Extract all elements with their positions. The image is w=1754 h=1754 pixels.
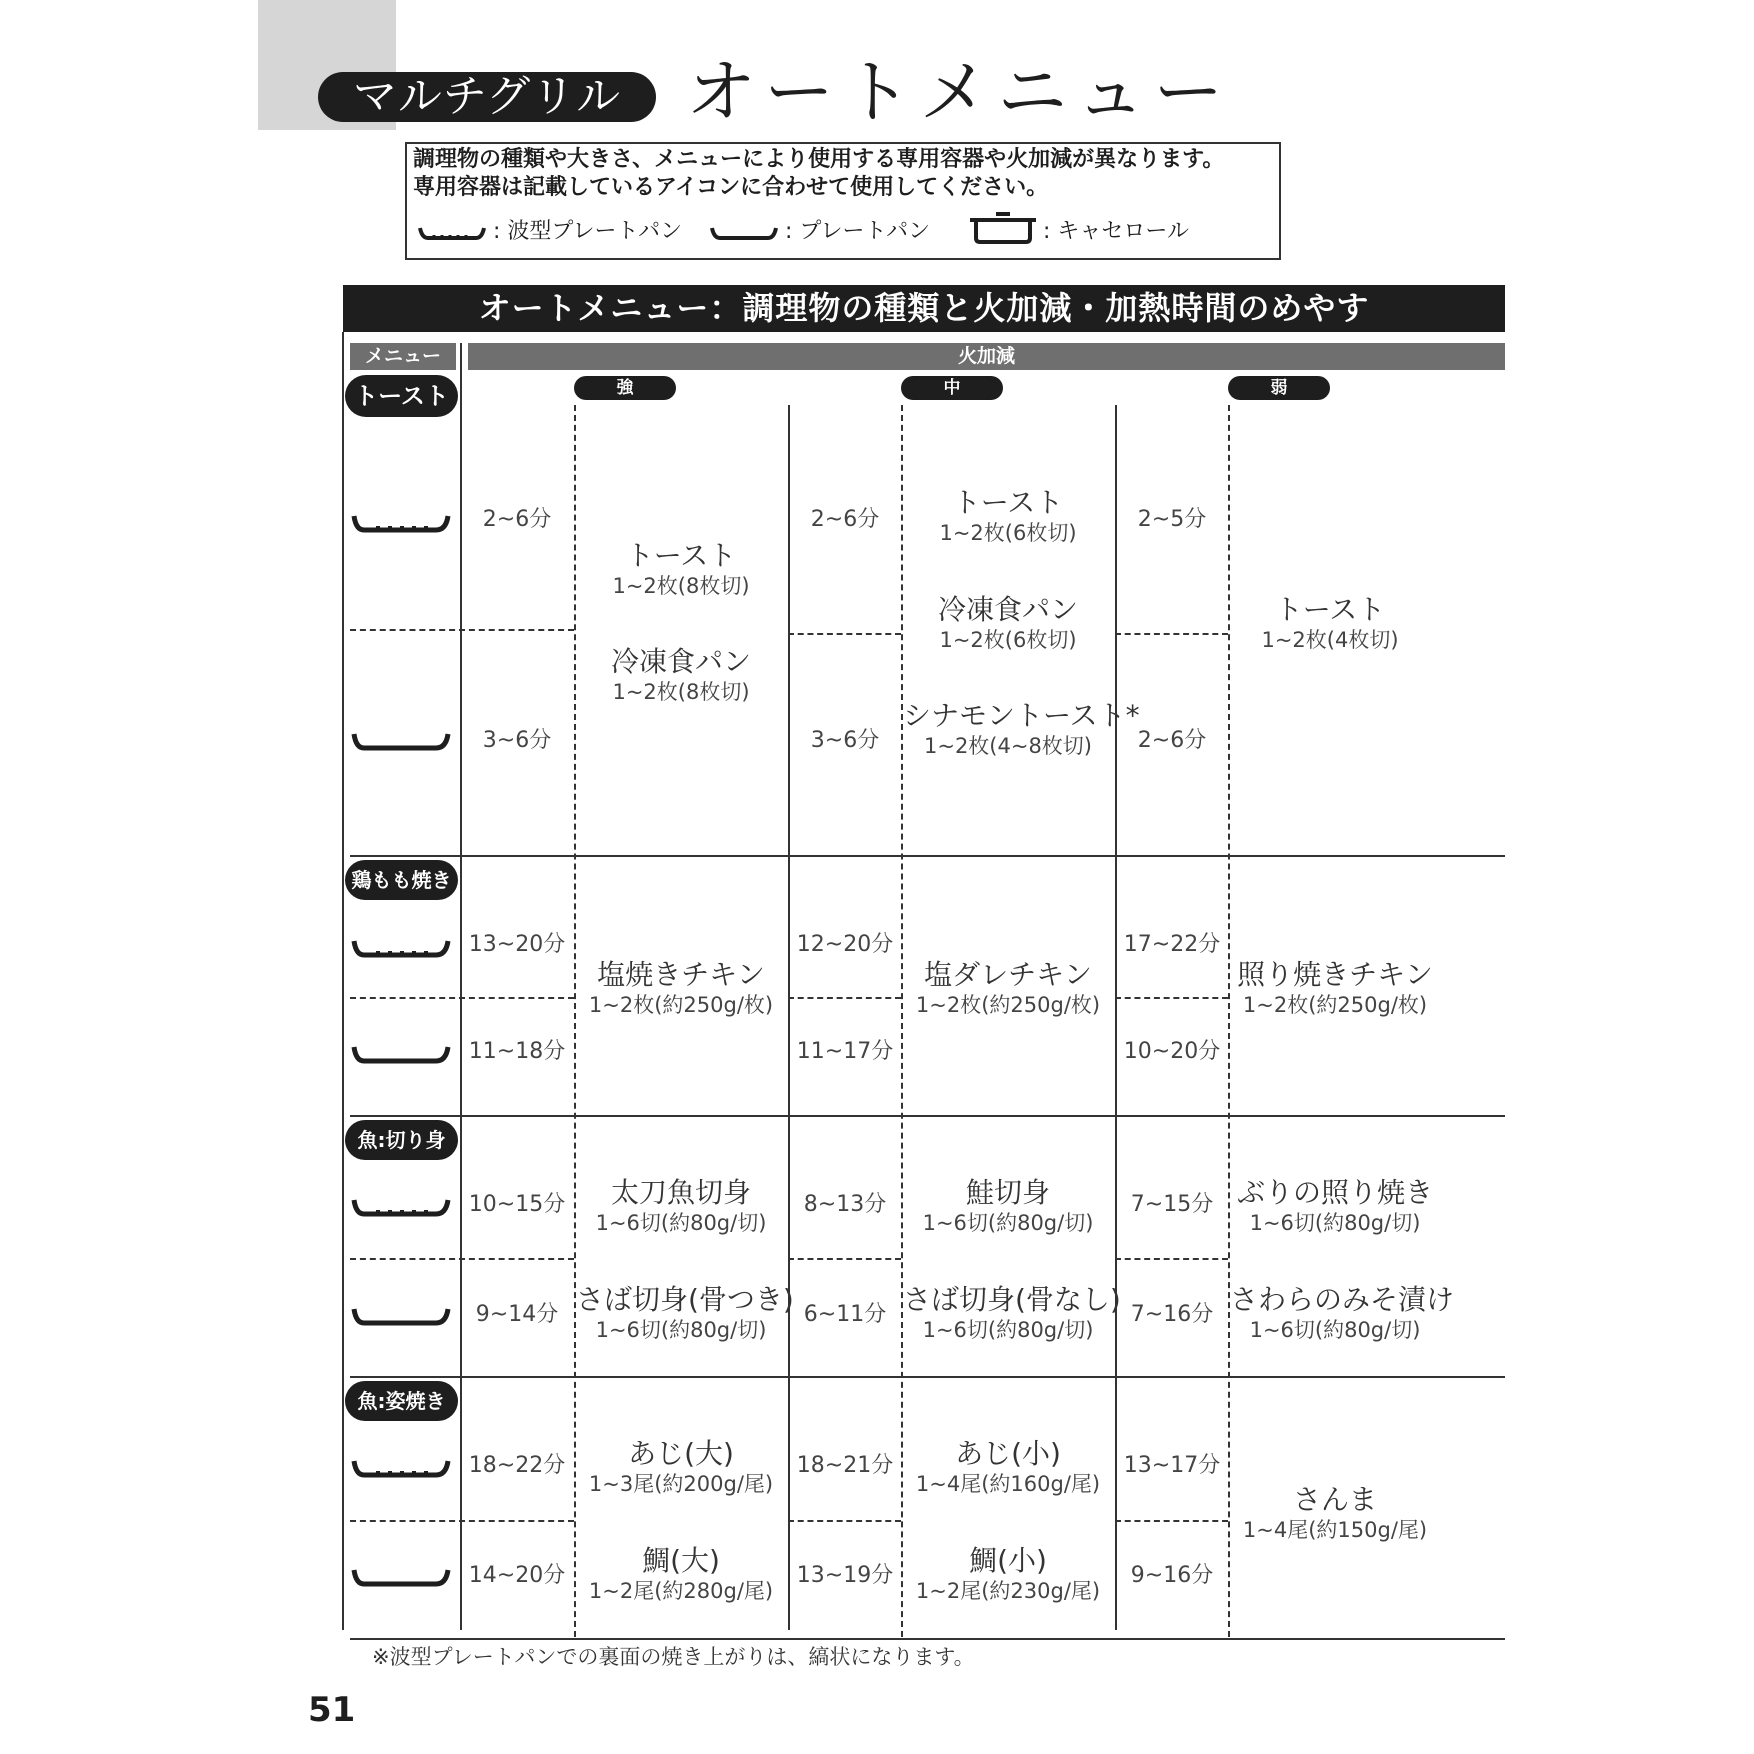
menu-header: メニュー: [350, 343, 456, 370]
time-toast-weak-wave: 2~5分: [1137, 507, 1207, 532]
row-divider-whole-medium: [788, 1520, 901, 1522]
wave-plate-pan-icon: [352, 1196, 452, 1222]
level-strong-pill: 強: [574, 376, 676, 400]
food-item: あじ(大) 1~3尾(約200g/尾): [588, 1437, 774, 1496]
notice-line-1: 調理物の種類や大きさ、メニューにより使用する専用容器や火加減が異なります。: [413, 147, 1225, 172]
page-number: 51: [308, 1690, 356, 1730]
food-item: トースト 1~2枚(6枚切): [939, 486, 1077, 545]
heat-header: 火加減: [468, 343, 1505, 370]
plate-pan-icon: [352, 1043, 452, 1069]
row-divider-fillet-weak: [1115, 1258, 1228, 1260]
time-toast-strong-plate: 3~6分: [482, 728, 552, 753]
menu-chicken-pill: 鶏もも焼き: [345, 860, 458, 900]
row-divider-fillet-medium: [788, 1258, 901, 1260]
time-chicken-strong-wave: 13~20分: [468, 932, 566, 957]
time-fillet-strong-plate: 9~14分: [475, 1302, 559, 1327]
medium-weak-divider: [1115, 405, 1117, 1630]
level-medium-pill: 中: [901, 376, 1003, 400]
section-divider-1: [350, 855, 1505, 857]
plate-pan-icon: [352, 1305, 452, 1331]
section-divider-2: [350, 1115, 1505, 1117]
time-chicken-medium-wave: 12~20分: [796, 932, 894, 957]
casserole-icon: [968, 208, 1038, 246]
weak-time-divider: [1228, 405, 1230, 1637]
food-item: さば切身(骨なし) 1~6切(約80g/切): [903, 1283, 1121, 1342]
plate-pan-icon: [710, 224, 780, 246]
row-divider-toast-medium: [788, 633, 901, 635]
menu-whole-fish-pill: 魚:姿焼き: [345, 1381, 458, 1421]
food-item: 太刀魚切身 1~6切(約80g/切): [595, 1176, 767, 1235]
food-item: 冷凍食パン 1~2枚(8枚切): [610, 645, 751, 704]
food-item: 鯛(大) 1~2尾(約280g/尾): [588, 1544, 774, 1603]
legend-plate-pan: : プレートパン: [785, 219, 931, 244]
level-weak-pill: 弱: [1228, 376, 1330, 400]
menu-column-divider: [460, 343, 462, 1630]
row-divider-whole-weak: [1115, 1520, 1228, 1522]
footnote: ※波型プレートパンでの裏面の焼き上がりは、縞状になります。: [372, 1645, 975, 1669]
legend-casserole: : キャセロール: [1043, 219, 1189, 244]
time-whole-weak-wave: 13~17分: [1123, 1453, 1221, 1478]
time-fillet-weak-wave: 7~15分: [1130, 1192, 1214, 1217]
time-chicken-weak-plate: 10~20分: [1123, 1039, 1221, 1064]
table-banner: オートメニュー：調理物の種類と火加減・加熱時間のめやす: [343, 285, 1505, 332]
time-fillet-medium-wave: 8~13分: [803, 1192, 887, 1217]
time-toast-weak-plate: 2~6分: [1137, 728, 1207, 753]
wave-plate-pan-icon: [352, 512, 452, 538]
time-toast-medium-plate: 3~6分: [810, 728, 880, 753]
plate-pan-icon: [352, 1566, 452, 1592]
page-title: オートメニュー: [686, 51, 1232, 133]
food-item: 鮭切身 1~6切(約80g/切): [922, 1176, 1094, 1235]
row-divider-toast-strong: [350, 629, 574, 631]
table-left-border: [342, 332, 344, 1630]
time-chicken-medium-plate: 11~17分: [796, 1039, 894, 1064]
time-toast-strong-wave: 2~6分: [482, 507, 552, 532]
food-item: さんま 1~4尾(約150g/尾): [1242, 1483, 1428, 1542]
food-item: トースト 1~2枚(8枚切): [612, 539, 750, 598]
strong-medium-divider: [788, 405, 790, 1630]
food-item: ぶりの照り焼き 1~6切(約80g/切): [1236, 1176, 1433, 1235]
food-item: さば切身(骨つき) 1~6切(約80g/切): [576, 1283, 794, 1342]
time-chicken-weak-wave: 17~22分: [1123, 932, 1221, 957]
menu-fish-fillet-pill: 魚:切り身: [345, 1120, 458, 1160]
section-divider-3: [350, 1376, 1505, 1378]
time-whole-strong-plate: 14~20分: [468, 1563, 566, 1588]
food-item: シナモントースト* 1~2枚(4~8枚切): [903, 699, 1140, 758]
wave-plate-pan-icon: [352, 1457, 452, 1483]
food-item: トースト 1~2枚(4枚切): [1261, 593, 1399, 652]
plate-pan-icon: [352, 730, 452, 756]
time-fillet-weak-plate: 7~16分: [1130, 1302, 1214, 1327]
category-pill: マルチグリル: [318, 72, 656, 122]
food-item: 塩焼きチキン 1~2枚(約250g/枚): [588, 958, 774, 1017]
row-divider-chicken-weak: [1115, 997, 1228, 999]
row-divider-toast-weak: [1115, 633, 1228, 635]
time-whole-weak-plate: 9~16分: [1130, 1563, 1214, 1588]
menu-toast-pill: トースト: [345, 375, 458, 417]
row-divider-fillet-strong: [350, 1258, 574, 1260]
time-toast-medium-wave: 2~6分: [810, 507, 880, 532]
time-fillet-strong-wave: 10~15分: [468, 1192, 566, 1217]
wave-plate-pan-icon: [418, 224, 488, 246]
legend-wave-plate-pan: : 波型プレートパン: [493, 219, 683, 244]
time-whole-medium-plate: 13~19分: [796, 1563, 894, 1588]
notice-line-2: 専用容器は記載しているアイコンに合わせて使用してください。: [413, 175, 1049, 200]
time-whole-strong-wave: 18~22分: [468, 1453, 566, 1478]
food-item: 鯛(小) 1~2尾(約230g/尾): [915, 1544, 1101, 1603]
row-divider-chicken-strong: [350, 997, 574, 999]
food-item: 塩ダレチキン 1~2枚(約250g/枚): [915, 958, 1101, 1017]
food-item: あじ(小) 1~4尾(約160g/尾): [915, 1437, 1101, 1496]
row-divider-whole-strong: [350, 1520, 574, 1522]
wave-plate-pan-icon: [352, 937, 452, 963]
row-divider-chicken-medium: [788, 997, 901, 999]
food-item: 照り焼きチキン 1~2枚(約250g/枚): [1237, 958, 1433, 1017]
time-fillet-medium-plate: 6~11分: [803, 1302, 887, 1327]
time-chicken-strong-plate: 11~18分: [468, 1039, 566, 1064]
time-whole-medium-wave: 18~21分: [796, 1453, 894, 1478]
food-item: さわらのみそ漬け 1~6切(約80g/切): [1230, 1283, 1455, 1342]
food-item: 冷凍食パン 1~2枚(6枚切): [937, 593, 1078, 652]
table-bottom-border: [350, 1638, 1505, 1640]
